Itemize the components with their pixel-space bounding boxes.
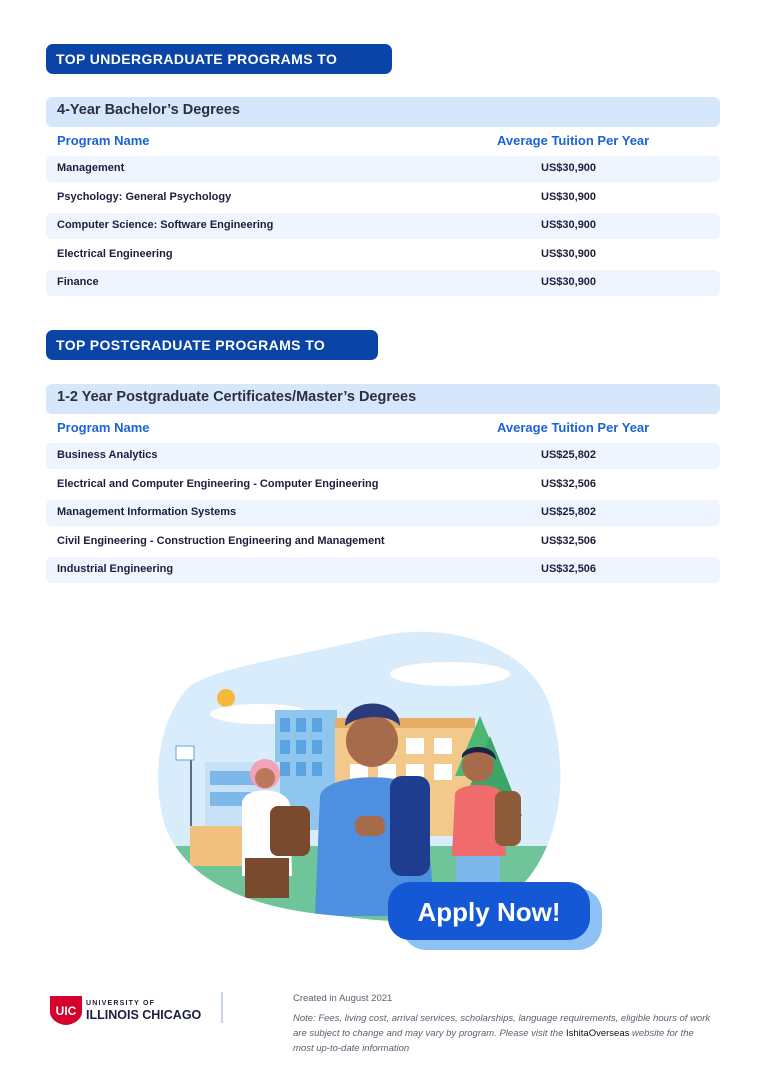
note-tail: website for the most up-to-date information [293,1028,694,1054]
column-header-program: Program Name [57,420,150,435]
table-row [46,185,720,211]
tuition-value: US$32,506 [541,563,597,575]
logo-badge-text: UIC [55,1004,77,1018]
footer-divider [221,992,223,1023]
created-date: Created in August 2021 [293,993,393,1004]
program-name: Finance [57,276,99,288]
undergrad-column-headers [46,127,720,156]
apply-now-label: Apply Now! [417,897,561,927]
table-row [46,500,720,526]
logo-line2: ILLINOIS CHICAGO [86,1008,202,1022]
table-row [46,557,720,583]
program-name: Psychology: General Psychology [57,190,232,203]
table-row [46,472,720,498]
table-row [46,213,720,239]
table-row [46,156,720,182]
students-illustration [150,626,610,956]
undergrad-table-title: 4-Year Bachelor’s Degrees [46,97,720,127]
tuition-value: US$25,802 [541,506,597,518]
column-header-tuition: Average Tuition Per Year [497,133,650,148]
program-name: Computer Science: Software Engineering [57,219,274,231]
note-text: Note: Fees, living cost, arrival services, scholarships, language requirements, eligible hours of work are subject to change and may vary by program. Please visit the [293,1013,711,1039]
program-name: Industrial Engineering [57,563,174,575]
postgrad-section-title: TOP POSTGRADUATE PROGRAMS TO STUDY [46,330,378,360]
table-row [46,242,720,268]
uic-logo [48,992,228,1026]
postgrad-table-title: 1-2 Year Postgraduate Certificates/Master’s Degrees [46,384,720,414]
disclaimer-note [293,1011,713,1056]
tuition-value: US$32,506 [541,477,597,490]
undergrad-section-title: TOP UNDERGRADUATE PROGRAMS TO STUDY [46,44,392,74]
program-name: Business Analytics [57,449,158,461]
program-name: Electrical and Computer Engineering - Computer Engineering [57,477,379,490]
brand-link[interactable]: IshitaOverseas [566,1028,630,1039]
tuition-value: US$25,802 [541,449,597,461]
tuition-value: US$30,900 [541,276,597,288]
tuition-value: US$30,900 [541,247,597,260]
program-name: Civil Engineering - Construction Engineering and Management [57,534,385,547]
table-row [46,270,720,296]
program-name: Management [57,162,125,174]
logo-line1: UNIVERSITY OF [86,1000,156,1007]
program-name: Electrical Engineering [57,247,173,260]
tuition-value: US$30,900 [541,219,597,231]
tuition-value: US$30,900 [541,162,597,174]
apply-now-button[interactable] [388,882,590,940]
tuition-value: US$32,506 [541,534,597,547]
table-row [46,529,720,555]
table-row [46,443,720,469]
column-header-tuition: Average Tuition Per Year [497,420,650,435]
column-header-program: Program Name [57,133,150,148]
undergrad-table [46,97,720,299]
postgrad-table [46,384,720,586]
tuition-value: US$30,900 [541,190,597,203]
postgrad-column-headers [46,414,720,443]
program-name: Management Information Systems [57,506,237,518]
